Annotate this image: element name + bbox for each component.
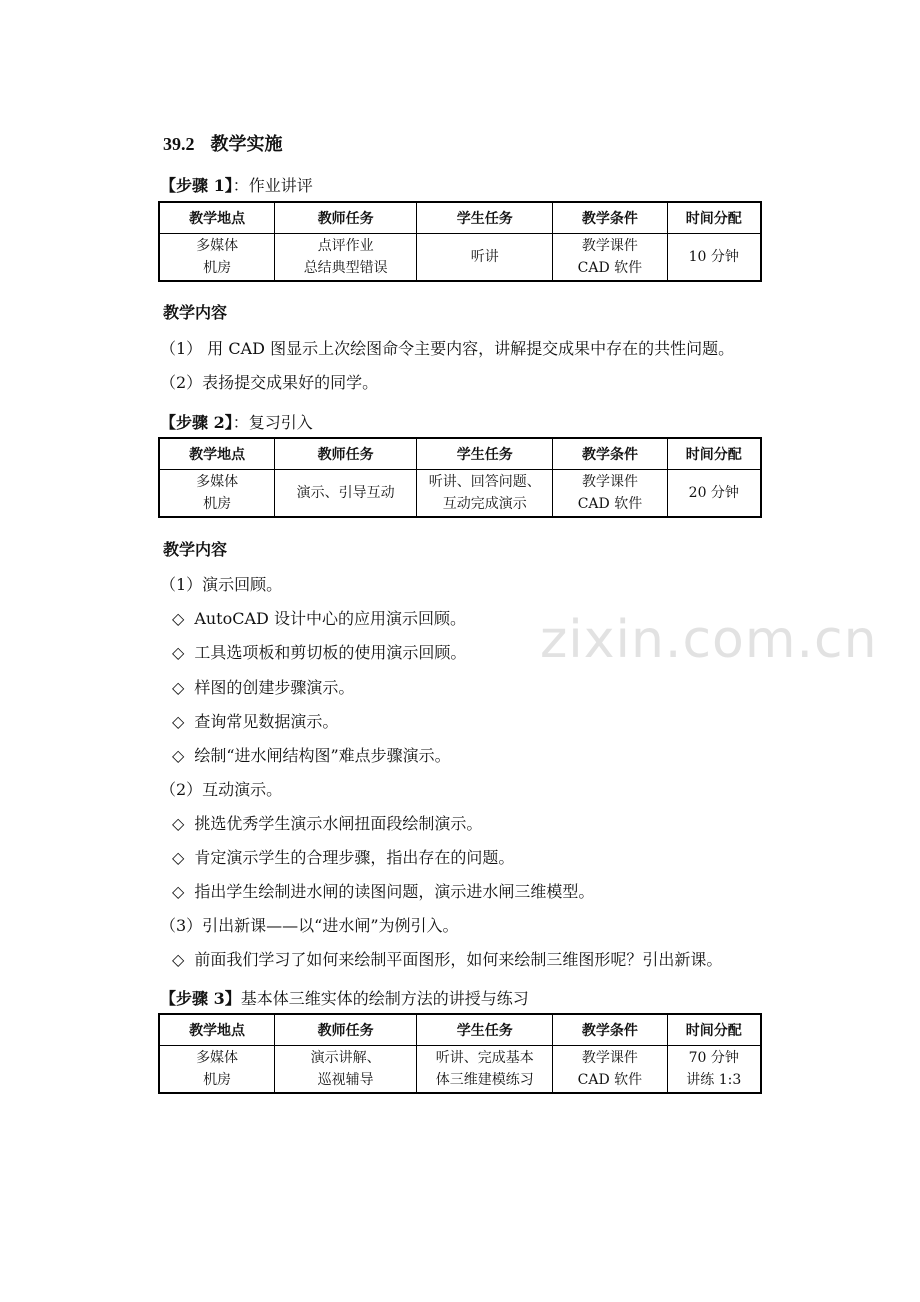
cell-location: 多媒体 机房 <box>159 1046 275 1094</box>
header-student-task: 学生任务 <box>417 1014 553 1046</box>
header-time: 时间分配 <box>667 438 761 470</box>
diamond-bullet-icon: ◇ <box>172 882 185 901</box>
diamond-bullet-icon: ◇ <box>172 950 185 969</box>
list-item: ◇ 前面我们学习了如何来绘制平面图形，如何来绘制三维图形呢？引出新课。 <box>172 950 723 969</box>
header-student-task: 学生任务 <box>417 202 553 234</box>
header-location: 教学地点 <box>159 202 275 234</box>
cell-teacher-task: 演示、引导互动 <box>275 470 417 518</box>
header-student-task: 学生任务 <box>417 438 553 470</box>
section-title <box>163 130 283 156</box>
cell-student-task: 听讲 <box>417 234 553 282</box>
diamond-bullet-icon: ◇ <box>172 746 185 765</box>
step3-label-text: 基本体三维实体的绘制方法的讲授与练习 <box>240 989 529 1008</box>
step1-label-open: 【步骤 1】 <box>160 176 233 195</box>
step2-table <box>158 437 762 518</box>
step2-content-heading: 教学内容 <box>163 540 228 559</box>
step1-content-heading: 教学内容 <box>163 303 228 322</box>
step1-label <box>160 173 313 196</box>
list-item: ◇ AutoCAD 设计中心的应用演示回顾。 <box>172 609 466 628</box>
cell-student-task: 听讲、完成基本 体三维建模练习 <box>417 1046 553 1094</box>
header-location: 教学地点 <box>159 1014 275 1046</box>
diamond-bullet-icon: ◇ <box>172 814 185 833</box>
header-time: 时间分配 <box>667 202 761 234</box>
step2-p3: （3）引出新课——以“进水闸”为例引入。 <box>160 916 459 935</box>
table-header-row <box>159 438 761 470</box>
step3-label-open: 【步骤 3】 <box>160 989 241 1008</box>
section-heading: 教学实施 <box>210 134 283 155</box>
table-row <box>159 1046 761 1094</box>
cell-time: 20 分钟 <box>667 470 761 518</box>
step1-label-text: ：作业讲评 <box>232 176 313 195</box>
step1-table <box>158 201 762 282</box>
diamond-bullet-icon: ◇ <box>172 848 185 867</box>
header-conditions: 教学条件 <box>553 202 667 234</box>
header-teacher-task: 教师任务 <box>275 1014 417 1046</box>
cell-conditions: 教学课件 CAD 软件 <box>553 1046 667 1094</box>
list-item: ◇ 指出学生绘制进水闸的读图问题，演示进水闸三维模型。 <box>172 882 595 901</box>
step2-label-open: 【步骤 2】 <box>160 413 233 432</box>
cell-time: 70 分钟 讲练 1:3 <box>667 1046 761 1094</box>
table-row <box>159 234 761 282</box>
list-item: ◇ 工具选项板和剪切板的使用演示回顾。 <box>172 643 467 662</box>
step2-p1: （1）演示回顾。 <box>160 575 283 594</box>
step3-label <box>160 986 529 1009</box>
cell-teacher-task: 点评作业 总结典型错误 <box>275 234 417 282</box>
table-header-row <box>159 202 761 234</box>
table-row <box>159 470 761 518</box>
list-item: ◇ 肯定演示学生的合理步骤，指出存在的问题。 <box>172 848 515 867</box>
diamond-bullet-icon: ◇ <box>172 643 185 662</box>
step3-table <box>158 1013 762 1094</box>
list-item: ◇ 挑选优秀学生演示水闸扭面段绘制演示。 <box>172 814 483 833</box>
header-conditions: 教学条件 <box>553 438 667 470</box>
step1-item-2: （2）表扬提交成果好的同学。 <box>160 373 379 392</box>
watermark: zixin.com.cn <box>540 610 878 670</box>
list-item: ◇ 样图的创建步骤演示。 <box>172 678 355 697</box>
cell-student-task: 听讲、回答问题、 互动完成演示 <box>417 470 553 518</box>
diamond-bullet-icon: ◇ <box>172 609 185 628</box>
step2-label-text: ：复习引入 <box>232 413 313 432</box>
table-header-row <box>159 1014 761 1046</box>
diamond-bullet-icon: ◇ <box>172 678 185 697</box>
header-conditions: 教学条件 <box>553 1014 667 1046</box>
list-item: ◇ 查询常见数据演示。 <box>172 712 339 731</box>
list-item: ◇ 绘制“进水闸结构图”难点步骤演示。 <box>172 746 451 765</box>
header-time: 时间分配 <box>667 1014 761 1046</box>
diamond-bullet-icon: ◇ <box>172 712 185 731</box>
header-teacher-task: 教师任务 <box>275 202 417 234</box>
step2-p2: （2）互动演示。 <box>160 780 283 799</box>
header-teacher-task: 教师任务 <box>275 438 417 470</box>
cell-conditions: 教学课件 CAD 软件 <box>553 470 667 518</box>
step1-item-1: （1） 用 CAD 图显示上次绘图命令主要内容，讲解提交成果中存在的共性问题。 <box>160 339 735 358</box>
cell-conditions: 教学课件 CAD 软件 <box>553 234 667 282</box>
section-number: 39.2 <box>163 134 195 154</box>
cell-location: 多媒体 机房 <box>159 470 275 518</box>
cell-time: 10 分钟 <box>667 234 761 282</box>
cell-location: 多媒体 机房 <box>159 234 275 282</box>
cell-teacher-task: 演示讲解、 巡视辅导 <box>275 1046 417 1094</box>
header-location: 教学地点 <box>159 438 275 470</box>
step2-label <box>160 410 313 433</box>
